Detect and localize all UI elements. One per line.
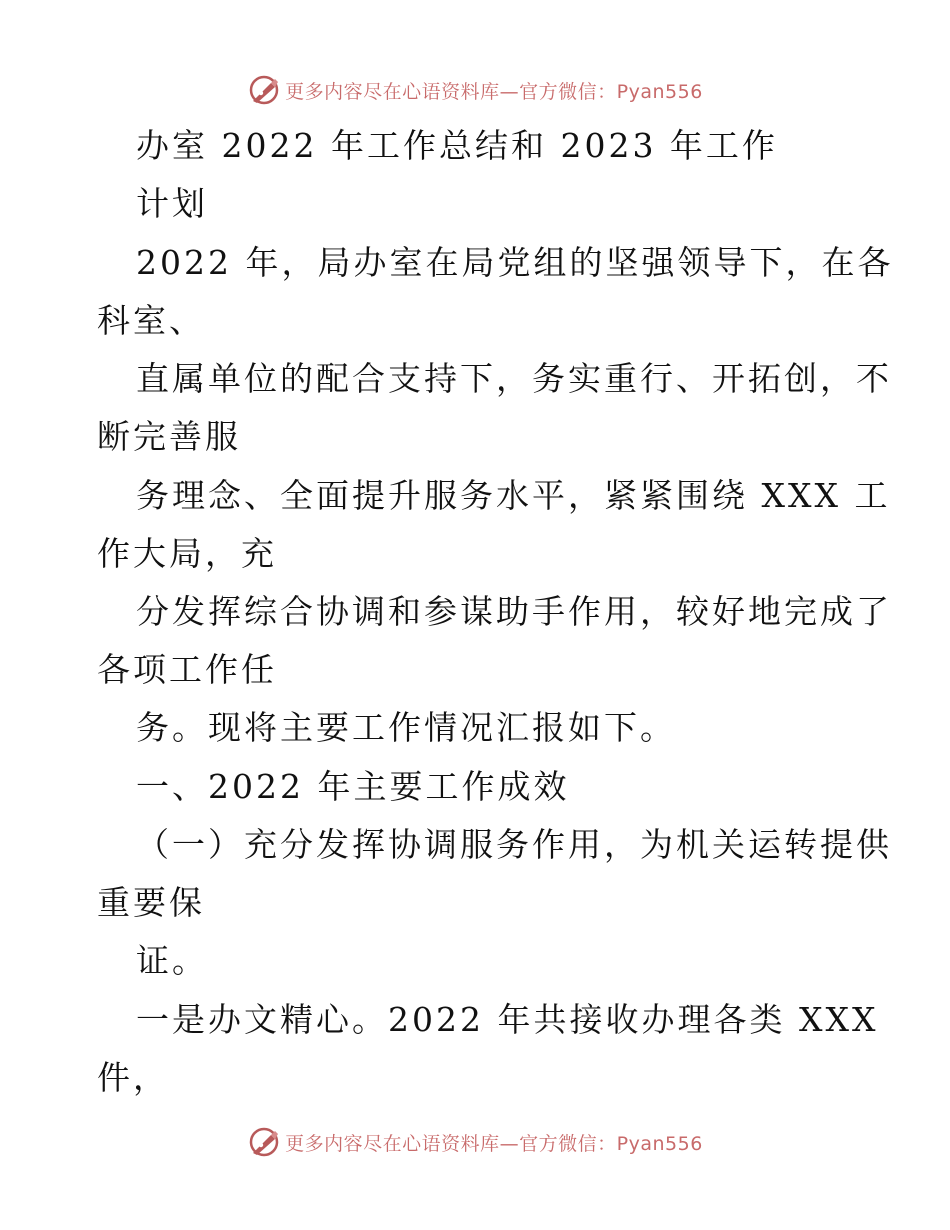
subsection-heading-cont: 证。 [136, 941, 208, 980]
paragraph-line: 务理念、全面提升服务水平，紧紧围绕 XXX 工 [136, 476, 891, 515]
watermark-text: 更多内容尽在心语资料库—官方微信：Pyan556 [285, 1132, 703, 1155]
watermark-banner-top [0, 70, 950, 110]
document-title-line-1: 办室 2022 年工作总结和 2023 年工作 [136, 126, 778, 165]
subsection-heading: （一）充分发挥协调服务作用，为机关运转提供 [136, 825, 892, 864]
paragraph-line: 各项工作任 [97, 650, 277, 689]
paragraph-line: 分发挥综合协调和参谋助手作用，较好地完成了 [136, 592, 892, 631]
pen-logo-icon [247, 73, 281, 107]
paragraph-line: 直属单位的配合支持下，务实重行、开拓创，不 [136, 359, 892, 398]
watermark-banner-bottom [0, 1122, 950, 1162]
paragraph-line: 件， [97, 1058, 169, 1097]
paragraph-line: 科室、 [97, 301, 205, 340]
subsection-heading-cont: 重要保 [97, 883, 205, 922]
paragraph-line: 一是办文精心。2022 年共接收办理各类 XXX [136, 1000, 879, 1039]
paragraph-line: 作大局，充 [97, 534, 277, 573]
paragraph-line: 务。现将主要工作情况汇报如下。 [136, 708, 676, 747]
section-heading: 一、2022 年主要工作成效 [136, 767, 570, 806]
pen-logo-icon [247, 1125, 281, 1159]
paragraph-line: 断完善服 [97, 417, 241, 456]
paragraph-line: 2022 年，局办室在局党组的坚强领导下，在各 [136, 243, 894, 282]
document-title-line-2: 计划 [136, 184, 208, 223]
watermark-text: 更多内容尽在心语资料库—官方微信：Pyan556 [285, 80, 703, 103]
